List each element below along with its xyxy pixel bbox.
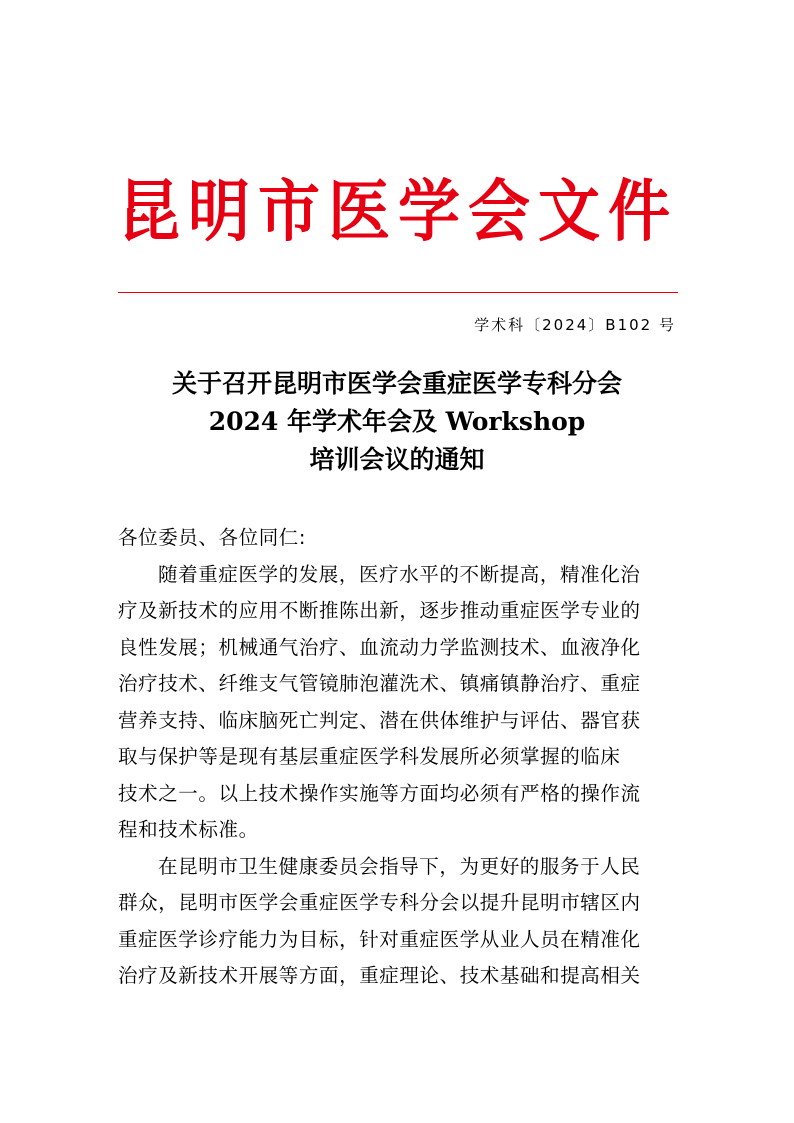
notice-body bbox=[118, 520, 678, 995]
body-line: 技术之一。以上技术操作实施等方面均必须有严格的操作流 bbox=[118, 781, 641, 805]
document-number: 学术科〔2024〕B102 号 bbox=[474, 316, 676, 334]
title-line: 关于召开昆明市医学会重症医学专科分会 bbox=[171, 369, 622, 398]
title-line: 2024 年学术年会及 Workshop bbox=[208, 407, 586, 436]
body-line: 群众，昆明市医学会重症医学专科分会以提升昆明市辖区内 bbox=[118, 891, 641, 914]
body-line: 营养支持、临床脑死亡判定、潜在供体维护与评估、器官获 bbox=[118, 708, 641, 732]
notice-title bbox=[100, 365, 694, 479]
red-divider-line bbox=[118, 292, 678, 293]
masthead-title: 昆明市医学会文件 bbox=[118, 172, 679, 251]
title-line: 培训会议的通知 bbox=[309, 445, 485, 474]
paragraph-1 bbox=[118, 557, 678, 849]
body-line: 疗及新技术的应用不断推陈出新，逐步推动重症医学专业的 bbox=[118, 599, 641, 622]
salutation: 各位委员、各位同仁: bbox=[118, 526, 307, 549]
body-line: 程和技术标准。 bbox=[118, 818, 259, 841]
body-line: 随着重症医学的发展，医疗水平的不断提高，精准化治 bbox=[158, 562, 641, 586]
paragraph-2 bbox=[118, 849, 678, 995]
body-line: 取与保护等是现有基层重症医学科发展所必须掌握的临床 bbox=[118, 745, 621, 768]
body-line: 在昆明市卫生健康委员会指导下，为更好的服务于人民 bbox=[158, 854, 641, 878]
body-line: 治疗及新技术开展等方面，重症理论、技术基础和提高相关 bbox=[118, 964, 641, 987]
body-line: 良性发展；机械通气治疗、血流动力学监测技术、血液净化 bbox=[118, 635, 641, 659]
body-line: 重症医学诊疗能力为目标，针对重症医学从业人员在精准化 bbox=[118, 927, 641, 951]
body-line: 治疗技术、纤维支气管镜肺泡灌洗术、镇痛镇静治疗、重症 bbox=[118, 672, 641, 695]
